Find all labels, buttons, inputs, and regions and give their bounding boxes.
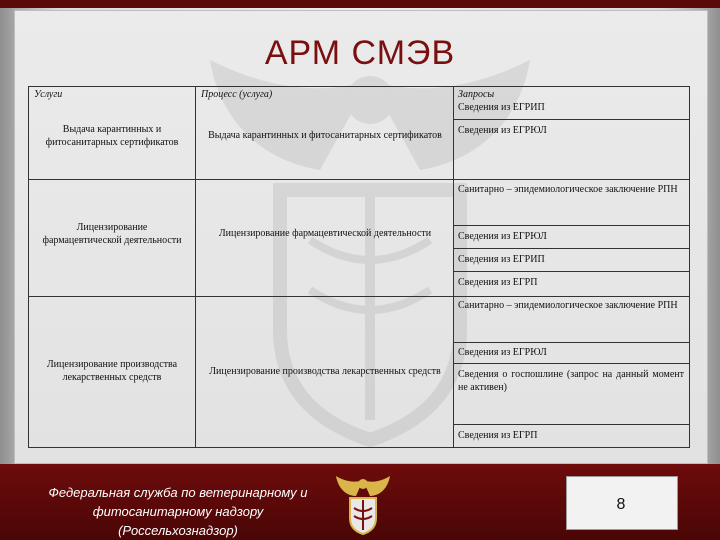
request-item: Сведения из ЕГРП (458, 277, 538, 288)
header-requests: Запросы (458, 89, 495, 100)
footer-org-line: фитосанитарному надзору (92, 504, 264, 519)
request-item: Сведения из ЕГРЮЛ (458, 125, 547, 136)
request-item: Сведения из ЕГРП (458, 430, 538, 441)
request-item: Санитарно – эпидемиологическое заключение РПН (458, 184, 678, 195)
request-item: Санитарно – эпидемиологическое заключение РПН (458, 300, 678, 311)
request-item: Сведения о госпошлине (запрос на данный момент не активен) (458, 369, 684, 393)
process-cell: Лицензирование производства лекарственных средств (209, 366, 441, 377)
process-cell: Выдача карантинных и фитосанитарных сертификатов (208, 130, 442, 141)
footer-org-line: (Россельхознадзор) (118, 523, 238, 538)
request-item: Сведения из ЕГРЮЛ (458, 231, 547, 242)
service-cell: Лицензирование производства лекарственных средств (46, 359, 178, 383)
header-services: Услуги (34, 89, 63, 100)
request-item: Сведения из ЕГРИП (458, 102, 545, 113)
top-accent-bar (0, 0, 720, 8)
header-process: Процесс (услуга) (201, 89, 273, 100)
footer-org-line: Федеральная служба по ветеринарному и (48, 485, 308, 500)
process-cell: Лицензирование фармацевтической деятельности (218, 228, 432, 239)
rosselkhoznadzor-logo-icon (330, 472, 396, 538)
slide-title: АРМ СМЭВ (264, 34, 456, 72)
page-number: 8 (616, 496, 626, 513)
footer-org-name (18, 483, 338, 540)
service-cell: Выдача карантинных и фитосанитарных сертификатов (45, 124, 179, 148)
request-item: Сведения из ЕГРЮЛ (458, 347, 547, 358)
request-item: Сведения из ЕГРИП (458, 254, 545, 265)
service-cell: Лицензирование фармацевтической деятельности (42, 222, 182, 246)
